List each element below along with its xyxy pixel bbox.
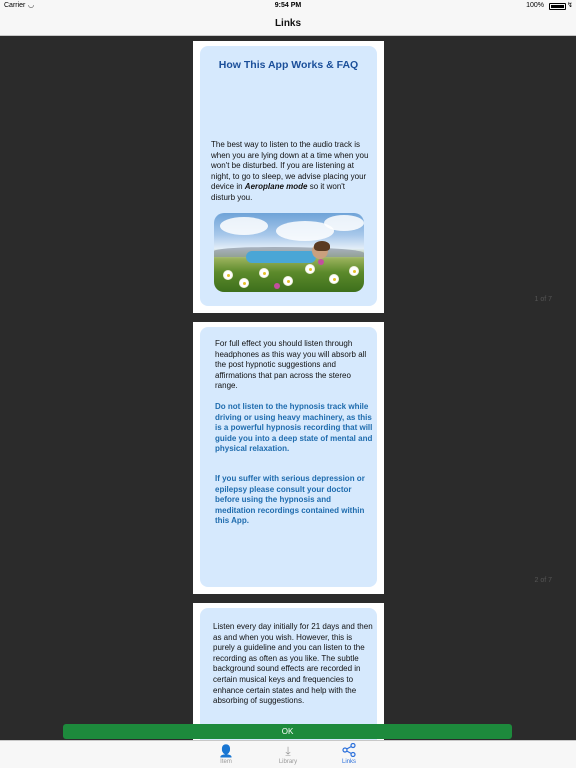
share-icon	[329, 743, 369, 759]
page-card-panel	[200, 608, 377, 740]
page-card-panel	[200, 46, 377, 306]
page-title: Links	[274, 18, 302, 29]
tab-library[interactable]	[268, 743, 308, 765]
tab-label: Item	[220, 759, 232, 765]
page-card	[193, 41, 384, 313]
tab-label: Library	[278, 759, 298, 765]
headphones-paragraph: For full effect you should listen through headphones as this way you will absorb all the post hypnotic suggestions and affirmations that pan across the stereo range.	[215, 339, 367, 391]
page-card	[193, 322, 384, 594]
clock: 9:54 PM	[274, 2, 302, 9]
page-indicator: 2 of 7	[534, 577, 552, 584]
driving-warning-paragraph: Do not listen to the hypnosis track while driving or using heavy machinery, as this is a powerful hypnosis recording that will guide you into a deep state of mental and physical relaxation.	[215, 402, 373, 454]
listening-advice-paragraph	[211, 140, 369, 204]
battery-percent: 100%	[526, 2, 544, 9]
tab-links[interactable]	[329, 743, 369, 765]
page-indicator: 1 of 7	[534, 296, 552, 303]
page-card-panel	[200, 327, 377, 587]
relaxing-woman-in-meadow-photo	[214, 213, 364, 292]
pages-scroll-view[interactable]	[0, 37, 576, 740]
battery-icon	[549, 3, 566, 10]
tab-item[interactable]	[206, 743, 246, 765]
faq-title: How This App Works & FAQ	[218, 59, 359, 71]
status-bar	[0, 0, 576, 12]
ok-button[interactable]: OK	[63, 724, 512, 739]
advice-text-end: so it won't disturb you.	[211, 182, 346, 202]
carrier-label: Carrier	[4, 2, 26, 9]
aeroplane-mode-emphasis: Aeroplane mode	[244, 182, 308, 192]
wifi-icon: ◡	[28, 2, 35, 9]
person-icon: 👤	[218, 744, 234, 758]
daily-listening-paragraph: Listen every day initially for 21 days and then as and when you wish. However, this is purely a guideline and you can listen to the recording as often as you like. The subtle background sound effects are recorded in certain musical keys and frequencies to enhance certain states and help with the absorbing of suggestions.	[213, 622, 373, 706]
charging-icon: ↯	[567, 2, 573, 9]
advice-text-start: The best way to listen to the audio track is when you are lying down at a time when you won't be disturbed. If you are listening at night, to go to sleep, we advise placing your device in	[211, 140, 369, 192]
navigation-bar	[0, 12, 576, 36]
download-tray-icon: ⤓	[285, 744, 291, 758]
page-card	[193, 603, 384, 740]
tab-bar	[0, 740, 576, 768]
tab-label: Links	[341, 759, 356, 765]
medical-warning-paragraph: If you suffer with serious depression or epilepsy please consult your doctor before using the hypnosis and meditation recordings contained within this App.	[215, 474, 365, 526]
